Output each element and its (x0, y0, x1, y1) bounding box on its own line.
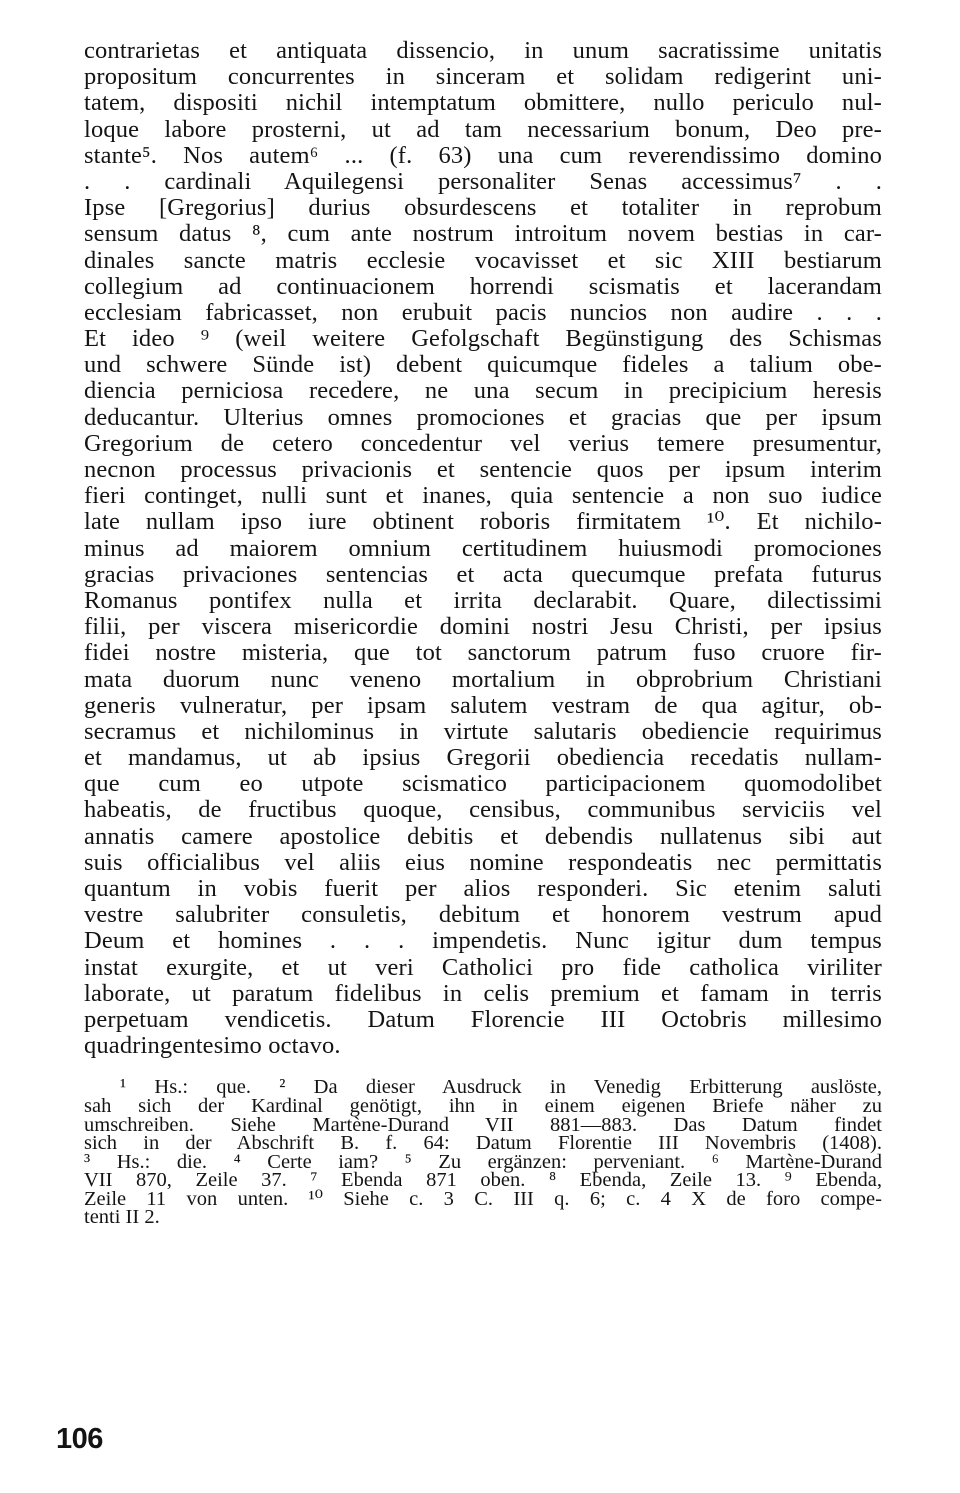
body-line: Ipse [Gregorius] durius obsurdescens et totaliter in reprobum (84, 194, 882, 222)
body-line: gracias privaciones sentencias et acta quecumque prefata futurus (84, 560, 882, 588)
body-line: vestre salubriter consuletis, debitum et honorem vestrum apud (84, 901, 882, 929)
body-line: laborate, ut paratum fidelibus in celis premium et famam in terris (84, 979, 882, 1007)
body-line: que cum eo utpote scismatico participacionem quomodolibet (84, 770, 882, 798)
body-line: perpetuam vendicetis. Datum Florencie III Octobris millesimo (84, 1005, 882, 1033)
body-line: loque labore prosterni, ut ad tam necessarium bonum, Deo pre- (84, 115, 882, 143)
body-line: diencia perniciosa recedere, ne una secum in precipicium heresis (84, 377, 882, 405)
body-text (84, 38, 882, 1059)
footnote-line: sah sich der Kardinal genötigt, ihn in einem eigenen Briefe näher zu (84, 1094, 882, 1117)
footnote-line: sich in der Abschrift B. f. 64: Datum Florentie III Novembris (1408). (84, 1132, 882, 1155)
page-number: 106 (56, 1423, 103, 1455)
body-line: secramus et nichilominus in virtute salutaris obediencie requirimus (84, 717, 882, 745)
footnote-line: Zeile 11 von unten. ¹⁰ Siehe c. 3 C. III q. 6; c. 4 X de foro compe- (84, 1187, 882, 1210)
body-line: generis vulneratur, per ipsam salutem vestram de qua agitur, ob- (84, 691, 882, 719)
footnote-line: tenti II 2. (84, 1206, 160, 1229)
body-line: stante⁵. Nos autem⁶ ... (f. 63) una cum reverendissimo domino (84, 141, 882, 169)
page-content (84, 38, 882, 1227)
footnote-line: VII 870, Zeile 37. ⁷ Ebenda 871 oben. ⁸ Ebenda, Zeile 13. ⁹ Ebenda, (84, 1169, 882, 1192)
body-line: necnon processus privacionis et sentencie quos per ipsum interim (84, 456, 882, 483)
body-line: quantum in vobis fuerit per alios responderi. Sic etenim saluti (84, 875, 882, 902)
body-line: dinales sancte matris ecclesie vocavisset et sic XIII bestiarum (84, 246, 882, 274)
footnote-line: umschreiben. Siehe Martène-Durand VII 881—883. Das Datum findet (84, 1113, 882, 1136)
body-line: instat exurgite, et ut veri Catholici pro fide catholica viriliter (84, 953, 882, 981)
body-line: minus ad maiorem omnium certitudinem huiusmodi promociones (84, 534, 882, 562)
body-line: annatis camere apostolice debitis et debendis nullatenus sibi aut (84, 822, 882, 850)
body-line: Gregorium de cetero concedentur vel verius temere presumentur, (84, 429, 882, 457)
body-line: deducantur. Ulterius omnes promociones et gracias que per ipsum (84, 403, 882, 431)
body-line: . . cardinali Aquilegensi personaliter Senas accessimus⁷ . . (84, 167, 882, 195)
body-line: late nullam ipso iure obtinent roboris firmitatem ¹⁰. Et nichilo- (84, 508, 882, 536)
body-line: Et ideo ⁹ (weil weitere Gefolgschaft Begünstigung des Schismas (84, 325, 882, 353)
body-line: et mandamus, ut ab ipsius Gregorii obediencia recedatis nullam- (84, 744, 882, 772)
footnotes (84, 1078, 882, 1227)
footnote-line: ¹ Hs.: que. ² Da dieser Ausdruck in Venedig Erbitterung auslöste, (120, 1076, 882, 1099)
body-line: suis officialibus vel aliis eius nomine respondeatis nec permittatis (84, 848, 882, 876)
body-line: mata duorum nunc veneno mortalium in obprobrium Christiani (84, 665, 882, 693)
body-line: contrarietas et antiquata dissencio, in unum sacratissime unitatis (84, 37, 882, 64)
body-line: quadringentesimo octavo. (84, 1032, 341, 1060)
body-line: fidei nostre misteria, que tot sanctorum patrum fuso cruore fir- (84, 639, 882, 667)
body-line: collegium ad continuacionem horrendi scismatis et lacerandam (84, 272, 882, 300)
body-line: filii, per viscera misericordie domini nostri Jesu Christi, per ipsius (84, 613, 882, 641)
body-line: habeatis, de fructibus quoque, censibus, communibus serviciis vel (84, 796, 882, 824)
body-line: tatem, dispositi nichil intemptatum obmittere, nullo periculo nul- (84, 89, 882, 117)
body-line: sensum datus ⁸, cum ante nostrum introitum novem bestias in car- (84, 220, 882, 248)
body-line: und schwere Sünde ist) debent quicumque fideles a talium obe- (84, 351, 882, 379)
body-line: Romanus pontifex nulla et irrita declarabit. Quare, dilectissimi (84, 586, 882, 614)
body-line: fieri continget, nulli sunt et inanes, quia sentencie a non suo iudice (84, 482, 882, 510)
body-line: ecclesiam fabricasset, non erubuit pacis nuncios non audire . . . (84, 298, 882, 326)
body-line: Deum et homines . . . impendetis. Nunc igitur dum tempus (84, 927, 882, 955)
footnote-line: ³ Hs.: die. ⁴ Certe iam? ⁵ Zu ergänzen: perveniant. ⁶ Martène-Durand (84, 1150, 882, 1173)
body-line: propositum concurrentes in sinceram et solidam redigerint uni- (84, 63, 882, 91)
